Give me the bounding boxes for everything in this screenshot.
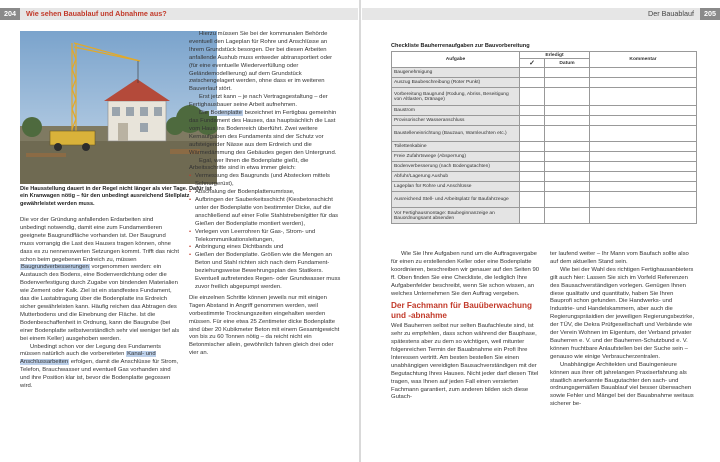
column-header-comment: Kommentar [590, 52, 697, 68]
comment-cell[interactable] [590, 162, 697, 172]
check-cell[interactable] [520, 142, 545, 152]
check-cell[interactable] [520, 162, 545, 172]
date-cell[interactable] [545, 162, 590, 172]
date-cell[interactable] [545, 152, 590, 162]
right-page-header [362, 8, 720, 20]
date-cell[interactable] [545, 208, 590, 224]
table-row: Baustelleneinrichtung (Bauzaun, Warnleuchten etc.) [392, 126, 697, 142]
checklist-title: Checkliste Bauherrenaufgaben zur Bauvorbereitung [391, 43, 530, 49]
date-cell[interactable] [545, 78, 590, 88]
highlighted-term: Bodenplatte [210, 110, 242, 117]
right-column-1 [391, 251, 543, 402]
table-row: Freie Zufahrtswege (Absperrung) [392, 152, 697, 162]
check-cell[interactable] [520, 68, 545, 78]
comment-cell[interactable] [590, 208, 697, 224]
left-column-2 [189, 31, 341, 358]
check-cell[interactable] [520, 126, 545, 142]
table-row: Bodenverbesserung (nach Bodengutachten) [392, 162, 697, 172]
list-item: • Aufbringen der Sauberkeitsschicht (Kiesbetonschicht unter der Bodenplatte von bestimmter Dicke, auf die anschließend auf einer Folie Stahlstreben/gitter für das Gießen der Bodenplatte montiert werden), [189, 197, 341, 229]
paragraph: Die vor der Gründung anfallenden Erdarbeiten sind unbedingt notwendig, damit eine zum Fundamentieren geeignete Baugrundfläche vorhanden ist. Der Baugrund muss vorrangig die Last des Hauses tragen können, ohne dass es zu nennenswerten Setzungen kommt. Trifft das nicht schon beim gegebenen Erdreich zu, müssen Baugrundverbesserungen vorgenommen werden: ein Austausch des Bodens, eine Bodenverdichtung oder die Bodenverfestigung durch Zugabe von bindenden Materialien wie Zement oder Kalk. Ziel ist ein standfestes Fundament, das die Lastabtragung über die Bodenplatte ins Erdreich sicher gewährleisten kann. Häufig reichen das Abtragen des Mutterbodens und die Einebnung der Fläche. Ist die Bodenbeschaffenheit in Ordnung, kann die Baugrube (bei einer Bodenplatte selbstverständlich sehr viel weniger tief als bei einem Keller) ausgehoben werden. [20, 217, 180, 342]
steps-list [189, 173, 341, 292]
highlighted-term: Kanal- und Anschlussarbeiten [20, 351, 156, 366]
paragraph: Unbedingt schon vor der Legung des Fundaments müssen natürlich auch die vorbereiteten Kanal- und Anschlussarbeiten erfolgen, damit die Anschlüsse für Strom, Telefon, Brauchwasser und eventuell Gas vorhanden sind und ihre Position klar ist, bevor die Bodenplatte gegossen wird. [20, 343, 179, 390]
comment-cell[interactable] [590, 192, 697, 208]
table-row: Ausreichend Stell- und Arbeitsplatz für Baufahrzeuge [392, 192, 697, 208]
table-row: Auszug Baubeschreibung (Roter Punkt) [392, 78, 697, 88]
paragraph: Hierzu müssen Sie bei der kommunalen Behörde eventuell den Lageplan für Rohre und Anschlüsse an Ihrem Grundstück besorgen. Der bei diesen Arbeiten anfallende Aushub muss entweder abtransportiert oder (für eine eventuelle Wiederverfüllung oder Geländemodellierung) auf dem Grundstück zwischengelagert werden, ohne dass er im weiteren Bauverlauf stört. [189, 31, 333, 93]
comment-cell[interactable] [590, 126, 697, 142]
date-cell[interactable] [545, 126, 590, 142]
comment-cell[interactable] [590, 142, 697, 152]
list-item: • Verlegen von Leerrohren für Gas-, Strom- und Telekommunikationsleitungen, [189, 229, 341, 245]
table-row: Vor Fertighausmontage: Baubeginnanzeige an Bauordnungsamt absenden [392, 208, 697, 224]
check-cell[interactable] [520, 182, 545, 192]
paragraph: ter laufend weiter – Ihr Mann vom Baufach sollte also auf dem aktuellen Stand sein. [550, 251, 689, 265]
check-cell[interactable] [520, 152, 545, 162]
checkmark-icon: ✓ [520, 59, 545, 68]
left-page-number: 204 [0, 8, 20, 20]
date-cell[interactable] [545, 192, 590, 208]
section-heading: Der Fachmann für Bauüberwachung und -abnahme [391, 301, 533, 320]
comment-cell[interactable] [590, 152, 697, 162]
column-header-task: Aufgabe [392, 52, 520, 68]
date-cell[interactable] [545, 172, 590, 182]
check-cell[interactable] [520, 106, 545, 116]
paragraph: Die einzelnen Schritte können jeweils nur mit einigen Tagen Abstand in Angriff genommen werden, weil vorbestimmte Trocknungszeiten eingehalten werden müssen. Für eine etwa 25 Zentimeter dicke Bodenplatte sind über 20 Kubikmeter Beton mit einem Gesamtgewicht von bis zu 60 Tonnen nötig – da reicht nicht ein Betonmischer allein, gewöhnlich fahren gleich drei oder vier an. [189, 294, 340, 357]
check-cell[interactable] [520, 208, 545, 224]
comment-cell[interactable] [590, 78, 697, 88]
paragraph: Erst jetzt kann – je nach Vertragsgestaltung – der Fertighausbauer seine Arbeit aufnehmen. [189, 94, 328, 109]
table-row: Abfuhr/Lagerung Aushub [392, 172, 697, 182]
left-running-title: Wie sehen Bauablauf und Abnahme aus? [26, 9, 167, 18]
list-item: • Anbringung eines Dichtbands und [189, 244, 341, 252]
right-page-number: 205 [700, 8, 720, 20]
photo-caption: Die Hausstellung dauert in der Regel nicht länger als vier Tage. Dafür ist ein Kranwagen nötig – für den unbedingt ausreichend Stellplatz gewährleistet werden muss. [20, 186, 212, 207]
check-cell[interactable] [520, 192, 545, 208]
paragraph: Wie Sie Ihre Aufgaben rund um die Auftragsvergabe für einen zu erstellenden Keller oder eine Bodenplatte koordinieren, beschreiben wir genauer auf den Seiten 90 ff. Oben finden Sie eine Checkliste, die lediglich Ihre Aufgabenfelder beschreibt, wenn Sie schon wissen, an welches Unternehmen Sie den Auftrag vergeben. [391, 251, 540, 297]
comment-cell[interactable] [590, 182, 697, 192]
highlighted-term: Baugrundverbesserungen [21, 264, 89, 271]
table-row: Baugenehmigung [392, 68, 697, 78]
list-item: • Abschalung der Bodenplattenumrisse, [189, 189, 341, 197]
column-header-done: Erledigt [520, 52, 590, 59]
comment-cell[interactable] [590, 172, 697, 182]
column-header-date: Datum [545, 59, 590, 68]
table-row: Toilettenkabine [392, 142, 697, 152]
date-cell[interactable] [545, 68, 590, 78]
comment-cell[interactable] [590, 68, 697, 78]
check-cell[interactable] [520, 116, 545, 126]
comment-cell[interactable] [590, 106, 697, 116]
page-gutter [359, 0, 361, 462]
comment-cell[interactable] [590, 88, 697, 106]
table-row: Provisorischer Wasseranschluss [392, 116, 697, 126]
date-cell[interactable] [545, 106, 590, 116]
table-row: Baustrom [392, 106, 697, 116]
list-item: • Vermessung des Baugrunds (und Abstecken mittels Schnurgerüst), [189, 173, 341, 189]
date-cell[interactable] [545, 182, 590, 192]
list-item: • Gießen der Bodenplatte. Größen wie die Mengen an Beton und Stahl richten sich nach dem Fundament- beziehungsweise Bewehrungsplan des Statikers. Eventuell auftretendes Regen- oder Grundwasser muss zuvor freilich abgepumpt werden. [189, 252, 341, 292]
right-running-title: Der Bauablauf [648, 9, 694, 18]
paragraph: Egal, wer Ihnen die Bodenplatte gießt, die Arbeitsschritte sind in etwa immer gleich: [189, 157, 309, 172]
date-cell[interactable] [545, 142, 590, 152]
check-cell[interactable] [520, 88, 545, 106]
paragraph: Die Bodenplatte bezeichnet im Fertigbau gemeinhin das Fundament des Hauses, das hauptsächlich die Last vom Haus ins Bodenreich überführt. Zwei weitere Kernaufgaben des Fundaments sind der Schutz vor aufsteigender Nässe aus dem Erdreich und die Wärmedämmung des Gebäudes gegen den Untergrund. [189, 110, 337, 156]
left-page-header [0, 8, 358, 20]
comment-cell[interactable] [590, 116, 697, 126]
paragraph: Unabhängige Architekten und Bauingenieure können aus ihrer oft jahrelangen Praxiserfahrung als staatlich anerkannte Baugutachter den sach- und ordnungsgemäßen Bauablauf viel besser überwachen sowie Fehler und Mängel bei der Bauabnahme weitaus sicherer be- [550, 361, 694, 408]
right-column-2 [550, 251, 696, 409]
paragraph: Wie bei der Wahl des richtigen Fertighausanbieters gilt auch hier: Lassen Sie sich im Vorfeld Referenzen des Bausachverständigen vorlegen. Genügen Ihnen diese qualitativ und quantitativ, haben Sie Ihren Bauprofi schon gefunden. Die Handwerks- und Industrie- und Handelskammern, aber auch die Regierungspräsidien der jeweiligen Regierungsbezirke, der TÜV, die Dekra Prüfgesellschaft und Verbände wie der Verein Wohnen im Eigentum, der Verband privater Bauherren e. V. und der Bauherren-Schutzbund e. V. können fruchtbare Anlaufstellen bei der Suche sein – genauso wie einige Verbraucherzentralen. [550, 266, 695, 360]
paragraph: Weil Bauherren selbst nur selten Baufachleute sind, ist sehr zu empfehlen, dass schon während der Bauphase, spätestens aber zu dem so wichtigen, weil mitunter folgenreichen Termin der Bauabnahme ein Profi Ihre Interessen vertritt. Am besten bestellen Sie einen unabhängigen vereidigten Bausachverständigen mit der Begutachtung Ihres Hauses. Nicht jeder darf diesen Titel tragen, was Ihnen auf jeden Fall einen versierten Fachmann garantiert, zum anderen bilden sich diese Gutach- [391, 323, 539, 401]
table-row: Vorbereitung Baugrund (Rodung, Abriss, Beseitigung von Altlasten, Dränage) [392, 88, 697, 106]
check-cell[interactable] [520, 172, 545, 182]
check-cell[interactable] [520, 78, 545, 88]
construction-photo [20, 31, 217, 184]
left-column-1 [20, 217, 180, 391]
date-cell[interactable] [545, 116, 590, 126]
table-row: Lageplan für Rohre und Anschlüsse [392, 182, 697, 192]
crane-house-illustration [20, 31, 217, 184]
date-cell[interactable] [545, 88, 590, 106]
checklist-table [391, 51, 697, 224]
